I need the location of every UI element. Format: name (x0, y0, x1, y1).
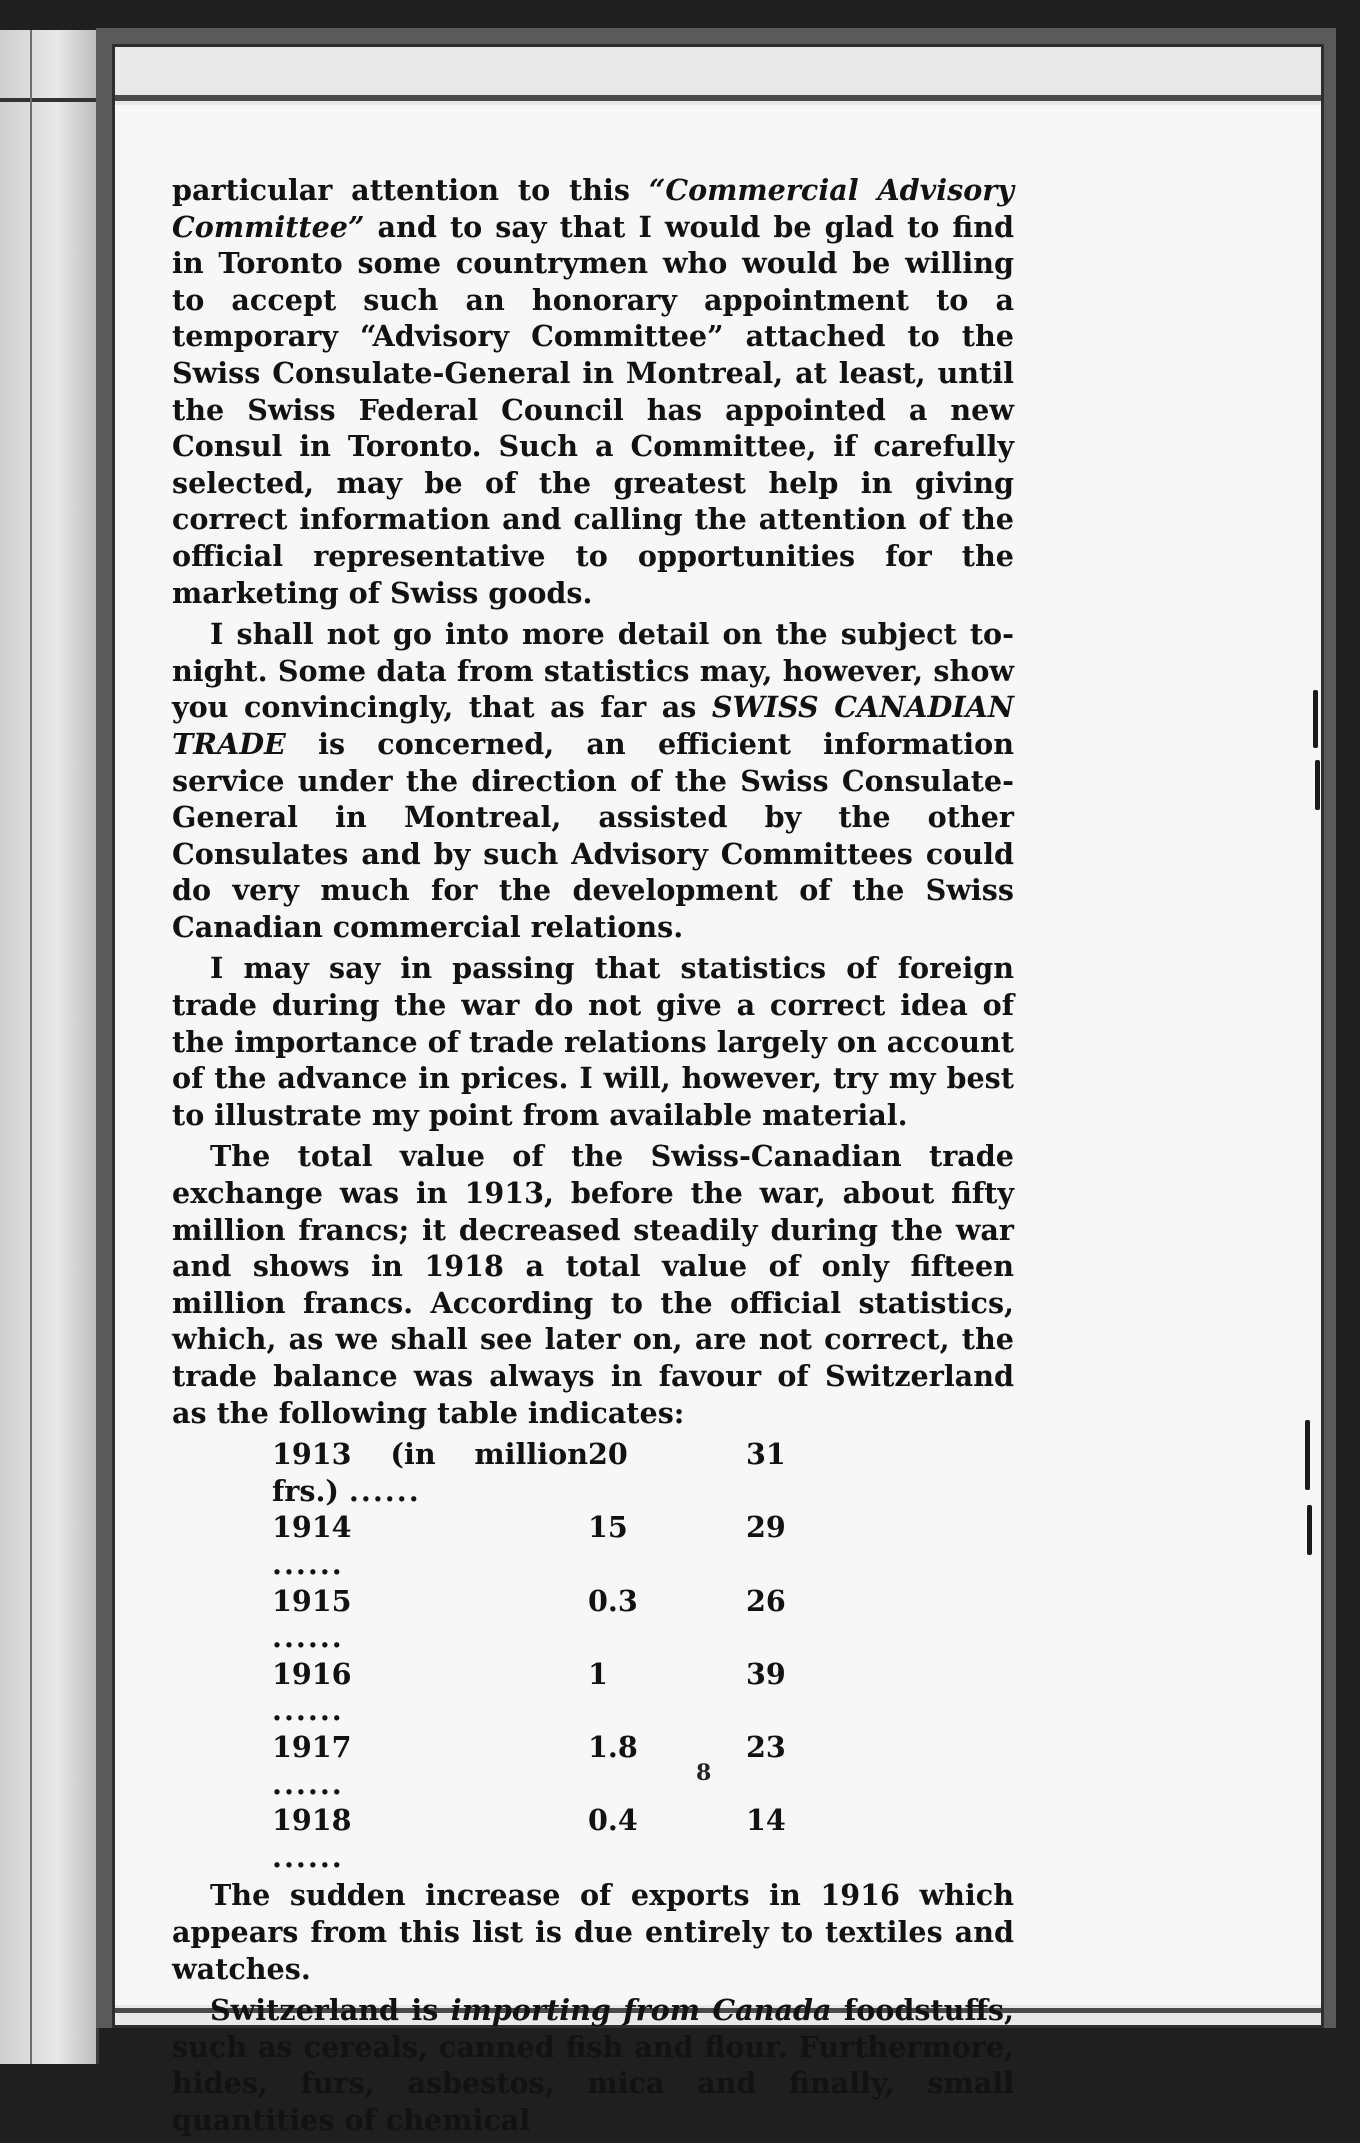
table-unit-label: (in million frs.) (272, 1437, 588, 1508)
table-year-cell: 1915...... (272, 1583, 588, 1656)
table-row (272, 1802, 806, 1875)
scan-artifact (1305, 1420, 1310, 1490)
body-text (172, 172, 1014, 2143)
table-row (272, 1436, 806, 1509)
table-value-cell: 31 (746, 1437, 786, 1472)
table-year-cell: 1918...... (272, 1802, 588, 1875)
leader-dots: ...... (272, 1839, 344, 1874)
table-row (272, 1583, 806, 1656)
paragraph-6: Switzerland is importing from Canada foodstuffs, such as cereals, canned fish and flour. Furthermore, hides, furs, asbestos, mica and finally, small quantities of chemical (172, 1993, 1014, 2137)
scan-artifact (1313, 690, 1318, 748)
table-year-cell: 1913 (in million frs.) ...... (272, 1437, 588, 1508)
paragraph-4: The total value of the Swiss-Canadian trade exchange was in 1913, before the war, about fifty million francs; it decreased steadily during the war and shows in 1918 a total value of only fifteen million francs. According to the official statistics, which, as we shall see later on, are not correct, the trade balance was always in favour of Switzerland as the following table indicates: (172, 1139, 1014, 1430)
paragraph-3: I may say in passing that statistics of foreign trade during the war do not give a correct idea of the importance of trade relations largely on account of the advance in prices. I will, however, try my best to illustrate my point from available material. (172, 951, 1014, 1132)
emphasis-importing: importing from Canada (450, 1993, 832, 2028)
table-value-cell: 15 (588, 1510, 628, 1545)
trade-balance-table (272, 1436, 806, 1875)
table-year-cell: 1914...... (272, 1509, 588, 1582)
table-value-cell: 1.8 (588, 1729, 638, 1764)
table-value-cell: 26 (746, 1583, 786, 1618)
leader-dots: ...... (348, 1473, 421, 1508)
leader-dots: ...... (272, 1693, 344, 1728)
paragraph-1: particular attention to this “Commercial Advisory Committee” and to say that I would be glad to find in Toronto some countrymen who would be willing to accept such an honorary appointment to a temporary “Advisory Committee” attached to the Swiss Consulate-General in Montreal, at least, until the Swiss Federal Council has appointed a new Consul in Toronto. Such a Committee, if carefully selected, may be of the greatest help in giving correct information and calling the attention of the official representative to opportunities for the marketing of Swiss goods. (172, 173, 1014, 610)
table-year-cell: 1917...... (272, 1729, 588, 1802)
scan-artifact (1307, 1505, 1312, 1555)
table-row (272, 1509, 806, 1582)
leader-dots: ...... (272, 1620, 344, 1655)
paragraph-5: The sudden increase of exports in 1916 which appears from this list is due entirely to textiles and watches. (172, 1878, 1014, 1986)
table-value-cell: 0.3 (588, 1583, 638, 1618)
adjacent-page-edge (0, 30, 99, 2064)
emphasis-committee: “Commercial Advisory Committee” (172, 173, 1014, 244)
table-value-cell: 1 (588, 1656, 608, 1691)
leader-dots: ...... (272, 1546, 344, 1581)
table-value-cell: 14 (746, 1803, 786, 1838)
emphasis-swiss-canadian-trade: SWISS CANADIAN TRADE (172, 690, 1014, 761)
table-value-cell: 29 (746, 1510, 786, 1545)
table-value-cell: 39 (746, 1656, 786, 1691)
table-year-cell: 1916...... (272, 1656, 588, 1729)
table-value-cell: 23 (746, 1729, 786, 1764)
table-row (272, 1656, 806, 1729)
table-value-cell: 0.4 (588, 1803, 638, 1838)
paragraph-2: I shall not go into more detail on the subject to-night. Some data from statistics may, however, show you convincingly, that as far as SWISS CANADIAN TRADE is concerned, an efficient information service under the direction of the Swiss Consulate-General in Montreal, assisted by the other Consulates and by such Advisory Committees could do very much for the development of the Swiss Canadian commercial relations. (172, 617, 1014, 944)
leader-dots: ...... (272, 1766, 344, 1801)
table-row (272, 1729, 806, 1802)
table-value-cell: 20 (588, 1437, 628, 1472)
scan-artifact (1315, 760, 1320, 810)
page-number: 8 (696, 1760, 712, 1786)
